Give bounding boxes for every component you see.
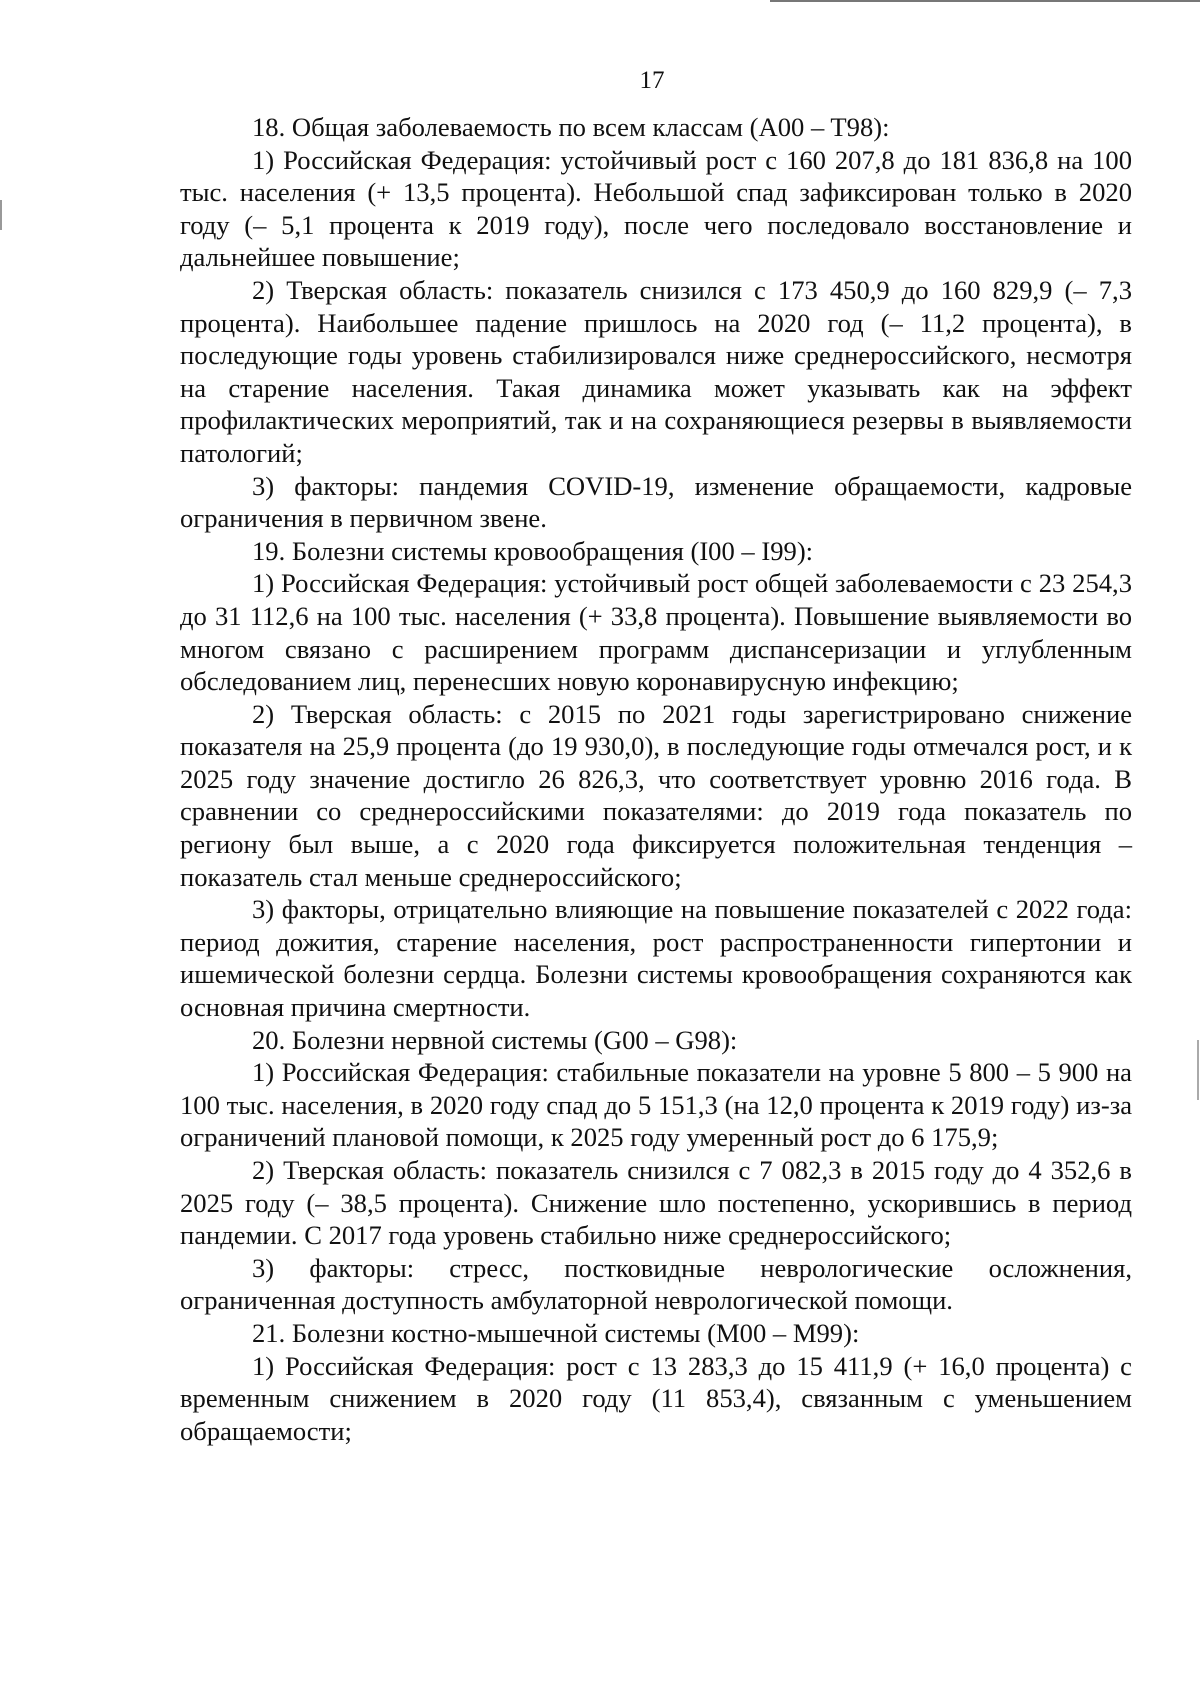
paragraph: 2) Тверская область: с 2015 по 2021 годы зарегистрировано снижение показателя на 25,9 процента (до 19 930,0), в последующие годы отмечался рост, и к 2025 году значение достигло 26 826,3, что соответствует уровню 2016 года. В сравнении со среднероссийскими показателями: до 2019 года показатель по региону был выше, а с 2020 года фиксируется положительная тенденция – показатель стал меньше среднероссийского;	[180, 698, 1132, 892]
paragraph: 1) Российская Федерация: рост с 13 283,3 до 15 411,9 (+ 16,0 процента) с временным снижением в 2020 году (11 853,4), связанным с уменьшением обращаемости;	[180, 1350, 1132, 1446]
page-number: 17	[639, 67, 665, 94]
section-heading-18: 18. Общая заболеваемость по всем классам (A00 – T98):	[252, 112, 890, 142]
scan-edge-left	[0, 200, 2, 230]
section-heading-20: 20. Болезни нервной системы (G00 – G98):	[252, 1024, 738, 1055]
paragraph: 3) факторы, отрицательно влияющие на повышение показателей с 2022 года: период дожития, старение населения, рост распространенности гипертонии и ишемической болезни сердца. Болезни системы кровообращения сохраняются как основная причина смертности.	[180, 894, 1132, 1023]
scan-edge-top	[770, 0, 1200, 2]
document-body	[180, 111, 1132, 1447]
scan-edge-right	[1197, 1040, 1199, 1100]
paragraph: 1) Российская Федерация: стабильные показатели на уровне 5 800 – 5 900 на 100 тыс. населения, в 2020 году спад до 5 151,3 (на 12,0 процента к 2019 году) из-за ограничений плановой помощи, к 2025 году умеренный рост до 6 175,9;	[180, 1057, 1132, 1153]
paragraph: 2) Тверская область: показатель снизился с 173 450,9 до 160 829,9 (– 7,3 процента). Наибольшее падение пришлось на 2020 год (– 11,2 процента), в последующие годы уровень стабилизировался ниже среднероссийского, несмотря на старение населения. Такая динамика может указывать как на эффект профилактических мероприятий, так и на сохраняющиеся резервы в выявляемости патологий;	[180, 274, 1132, 468]
paragraph: 3) факторы: пандемия COVID-19, изменение обращаемости, кадровые ограничения в первичном звене.	[180, 470, 1132, 534]
section-heading-21: 21. Болезни костно-мышечной системы (M00 – M99):	[252, 1317, 860, 1348]
paragraph: 1) Российская Федерация: устойчивый рост с 160 207,8 до 181 836,8 на 100 тыс. населения (+ 13,5 процента). Небольшой спад зафиксирован только в 2020 году (– 5,1 процента к 2019 году), после чего последовало восстановление и дальнейшее повышение;	[180, 144, 1132, 273]
paragraph: 1) Российская Федерация: устойчивый рост общей заболеваемости с 23 254,3 до 31 112,6 на 100 тыс. населения (+ 33,8 процента). Повышение выявляемости во многом связано с расширением программ диспансеризации и углубленным обследованием лиц, перенесших новую коронавирусную инфекцию;	[180, 568, 1132, 697]
section-heading-19: 19. Болезни системы кровообращения (I00 – I99):	[252, 535, 814, 566]
paragraph: 2) Тверская область: показатель снизился с 7 082,3 в 2015 году до 4 352,6 в 2025 году (– 38,5 процента). Снижение шло постепенно, ускорившись в период пандемии. С 2017 года уровень стабильно ниже среднероссийского;	[180, 1155, 1132, 1251]
paragraph: 3) факторы: стресс, постковидные неврологические осложнения, ограниченная доступность амбулаторной неврологической помощи.	[180, 1252, 1132, 1316]
